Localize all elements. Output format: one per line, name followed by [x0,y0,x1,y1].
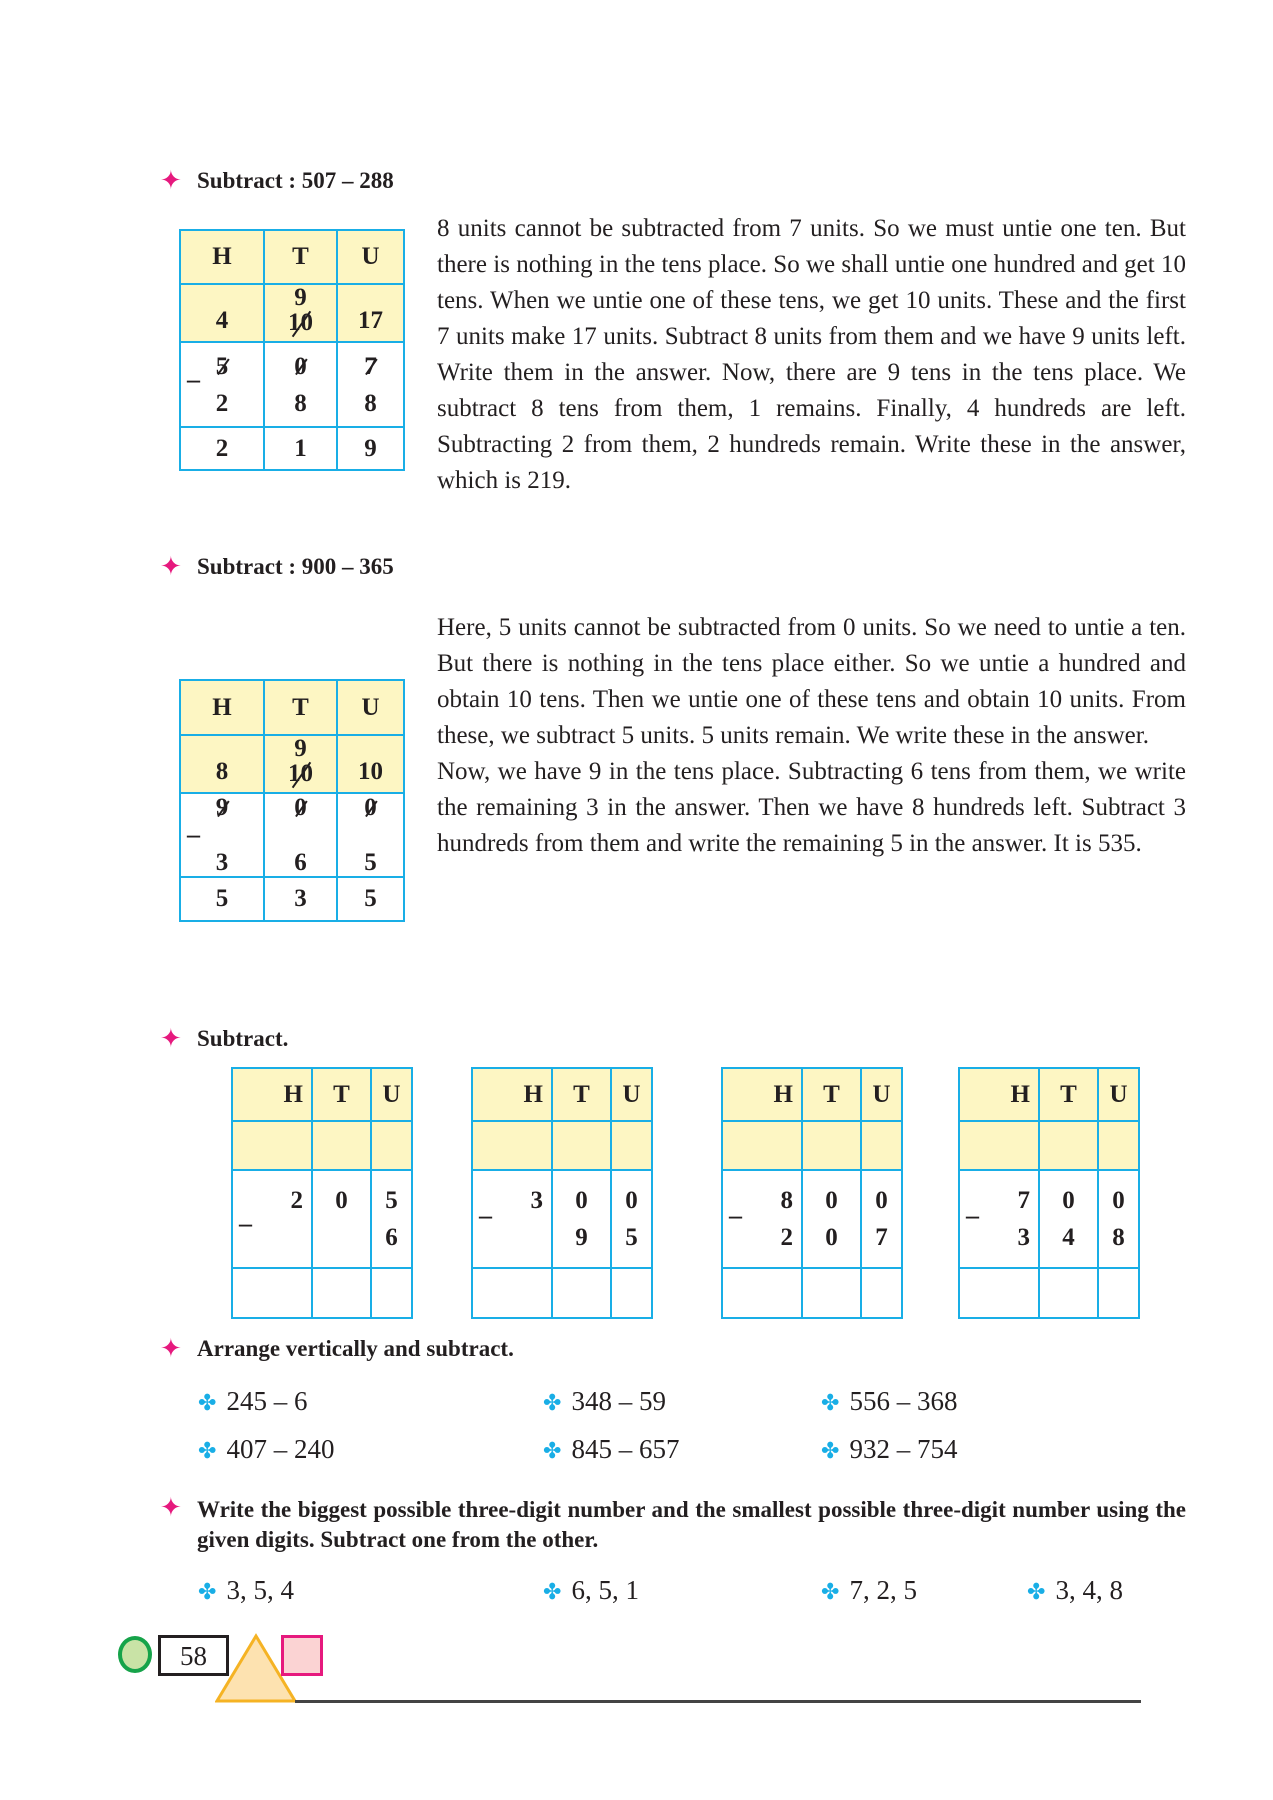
heading-subtract-507-288: Subtract : 507 – 288 [197,168,394,193]
borrow-top: 9 [294,735,307,762]
minuend-digit: 7 [1017,1187,1030,1214]
header-cell: U [371,1068,412,1121]
borrow-u: 17 [337,284,404,342]
square-shape-icon [281,1635,323,1676]
heading-biggest-smallest: Write the biggest possible three-digit number and the smallest possible three-digit number using the given digits. Subtract one from the other. [197,1497,1186,1552]
borrow-cell[interactable] [1098,1121,1139,1170]
exercise-item: ✤ 245 – 6 [198,1386,308,1416]
subtrahend-digit: 3 [1017,1224,1030,1251]
heading-arrange-vertically: Arrange vertically and subtract. [197,1336,514,1361]
subtrahend-digit: 8 [364,389,377,417]
answer-cell[interactable] [232,1268,312,1318]
answer-cell[interactable] [959,1268,1039,1318]
subtrahend-digit: 8 [294,389,307,417]
worked-example-table-1 [179,229,405,471]
footer-rule [295,1700,1141,1703]
clover-bullet-icon: ✤ [543,1390,562,1415]
clover-bullet-icon: ✤ [198,1438,217,1463]
header-cell: T [1039,1068,1098,1121]
clover-bullet-icon: ✤ [543,1438,562,1463]
explanation-paragraph-1: 8 units cannot be subtracted from 7 units. So we must untie one ten. But there is nothing in the tens place. So we shall untie one hundred and get 10 tens. When we untie one of these tens, we get 10 units. These and the first 7 units make 17 units. Subtract 8 units from them and we have 9 units left. Write them in the answer. Now, there are 9 tens in the tens place. We subtract 8 tens from them, 1 remains. Finally, 4 hundreds are left. Subtracting 2 from them, 2 hundreds remain. Write these in the answer, which is 219. [437,215,1186,494]
explanation-paragraph-2 [437,610,1186,862]
borrow-t [264,284,337,342]
header-cell: T [802,1068,861,1121]
star-bullet-icon: ✦ [160,1334,182,1363]
borrow-cell[interactable] [802,1121,861,1170]
header-cell: H [959,1068,1039,1121]
header-cell: T [312,1068,371,1121]
answer-cell[interactable] [552,1268,611,1318]
answer-cell[interactable] [472,1268,552,1318]
header-h: H [180,680,264,735]
exercise-item: ✤ 845 – 657 [543,1434,680,1464]
subtrahend-digit: 6 [294,849,307,876]
borrow-cell[interactable] [1039,1121,1098,1170]
minuend-digit: 0 [875,1187,888,1214]
clover-bullet-icon: ✤ [821,1438,840,1463]
answer-cell[interactable] [861,1268,902,1318]
header-u: U [337,680,404,735]
subtrahend-digit: 2 [215,389,229,417]
crossed-digit: 7 [364,352,377,380]
header-h: H [180,230,264,284]
header-cell: U [611,1068,652,1121]
borrow-cell[interactable] [959,1121,1039,1170]
answer-digit: 1 [264,427,337,470]
minuend-digit: 5 [385,1187,398,1214]
answer-digit: 2 [180,427,264,470]
answer-cell[interactable] [1098,1268,1139,1318]
star-bullet-icon: ✦ [160,166,182,195]
minuend-digit: 0 [1062,1187,1075,1214]
clover-bullet-icon: ✤ [543,1579,562,1604]
subtrahend-digit: 0 [825,1224,838,1251]
borrow-t [264,735,337,793]
answer-cell[interactable] [802,1268,861,1318]
borrow-cell[interactable] [552,1121,611,1170]
minuend-digit: 0 [825,1187,838,1214]
exercise-item: ✤ 348 – 59 [543,1386,666,1416]
clover-bullet-icon: ✤ [821,1390,840,1415]
minus-sign: – [729,1201,742,1230]
exercise-table [721,1067,903,1319]
subtrahend-digit: 5 [625,1224,638,1251]
subtrahend-digit: 2 [780,1224,793,1251]
subtrahend-digit: 7 [875,1224,888,1251]
borrow-cell[interactable] [312,1121,371,1170]
subtrahend-digit: 4 [1062,1224,1075,1251]
crossed-digit: 10 [288,760,313,787]
header-cell: H [722,1068,802,1121]
answer-cell[interactable] [312,1268,371,1318]
header-cell: U [1098,1068,1139,1121]
minus-sign: – [966,1201,979,1230]
header-t: T [264,230,337,284]
exercise-item: ✤ 407 – 240 [198,1434,335,1464]
answer-digit: 5 [180,877,264,921]
header-cell: H [232,1068,312,1121]
star-bullet-icon: ✦ [160,552,182,581]
minuend-digit: 0 [575,1187,588,1214]
minus-sign: – [239,1209,252,1238]
exercise-item: ✤ 7, 2, 5 [821,1575,917,1605]
exercise-item: ✤ 6, 5, 1 [543,1575,639,1605]
subtrahend-digit: 5 [364,849,377,876]
crossed-digit: 10 [288,309,313,336]
subtrahend-digit: 3 [215,849,229,876]
borrow-cell[interactable] [472,1121,552,1170]
crossed-digit: 5 [215,352,229,380]
minuend-digit: 0 [1112,1187,1125,1214]
clover-bullet-icon: ✤ [1027,1579,1046,1604]
minus-sign: – [187,365,200,394]
answer-cell[interactable] [1039,1268,1098,1318]
crossed-digit: 0 [294,352,307,380]
exercise-item: ✤ 556 – 368 [821,1386,958,1416]
subtrahend-digit: 8 [1112,1224,1125,1251]
explanation-part-2: Now, we have 9 in the tens place. Subtracting 6 tens from them, we write the remaining 3 in the answer. Then we have 8 hundreds left. Subtract 3 hundreds from them and write the remaining 5 in the answer. It is 535. [437,758,1186,857]
minuend-digit: 0 [335,1187,348,1214]
crossed-digit: 0 [294,794,307,821]
clover-bullet-icon: ✤ [198,1579,217,1604]
answer-digit: 3 [264,877,337,921]
minus-sign: – [479,1201,492,1230]
minuend-digit: 0 [625,1187,638,1214]
answer-cell[interactable] [722,1268,802,1318]
circle-shape-icon [118,1636,152,1673]
header-cell: T [552,1068,611,1121]
minuend-digit: 2 [290,1187,303,1214]
exercise-item: ✤ 3, 5, 4 [198,1575,294,1605]
answer-digit: 9 [337,427,404,470]
borrow-cell[interactable] [722,1121,802,1170]
borrow-cell[interactable] [611,1121,652,1170]
header-cell: H [472,1068,552,1121]
minuend-digit: 8 [780,1187,793,1214]
header-t: T [264,680,337,735]
subtrahend-digit: 6 [385,1224,398,1251]
worked-example-table-2 [179,679,405,922]
answer-digit: 5 [337,877,404,921]
star-bullet-icon: ✦ [160,1024,182,1053]
answer-cell[interactable] [371,1268,412,1318]
borrow-cell[interactable] [232,1121,312,1170]
exercise-table [958,1067,1140,1319]
heading-subtract-900-365: Subtract : 900 – 365 [197,554,394,579]
borrow-h: 8 [180,735,264,793]
borrow-cell[interactable] [861,1121,902,1170]
clover-bullet-icon: ✤ [198,1390,217,1415]
clover-bullet-icon: ✤ [821,1579,840,1604]
borrow-h: 4 [180,284,264,342]
star-bullet-icon: ✦ [160,1493,182,1522]
borrow-cell[interactable] [371,1121,412,1170]
header-u: U [337,230,404,284]
minus-sign: – [187,820,200,849]
header-cell: U [861,1068,902,1121]
exercise-item: ✤ 3, 4, 8 [1027,1575,1123,1605]
minuend-digit: 3 [530,1187,543,1214]
heading-subtract-exercises: Subtract. [197,1026,289,1051]
borrow-u: 10 [337,735,404,793]
explanation-part-1: Here, 5 units cannot be subtracted from 0 units. So we need to untie a ten. But there is nothing in the tens place either. So we untie a hundred and obtain 10 tens. Then we untie one of these tens and obtain 10 units. From these, we subtract 5 units. 5 units remain. We write these in the answer. [437,614,1186,749]
borrow-top: 9 [294,284,307,311]
crossed-digit: 9 [215,794,229,821]
answer-cell[interactable] [611,1268,652,1318]
subtrahend-digit: 9 [575,1224,588,1251]
exercise-table [471,1067,653,1319]
crossed-digit: 0 [364,794,377,821]
exercise-item: ✤ 932 – 754 [821,1434,958,1464]
page-number: 58 [158,1635,229,1676]
exercise-table [231,1067,413,1319]
